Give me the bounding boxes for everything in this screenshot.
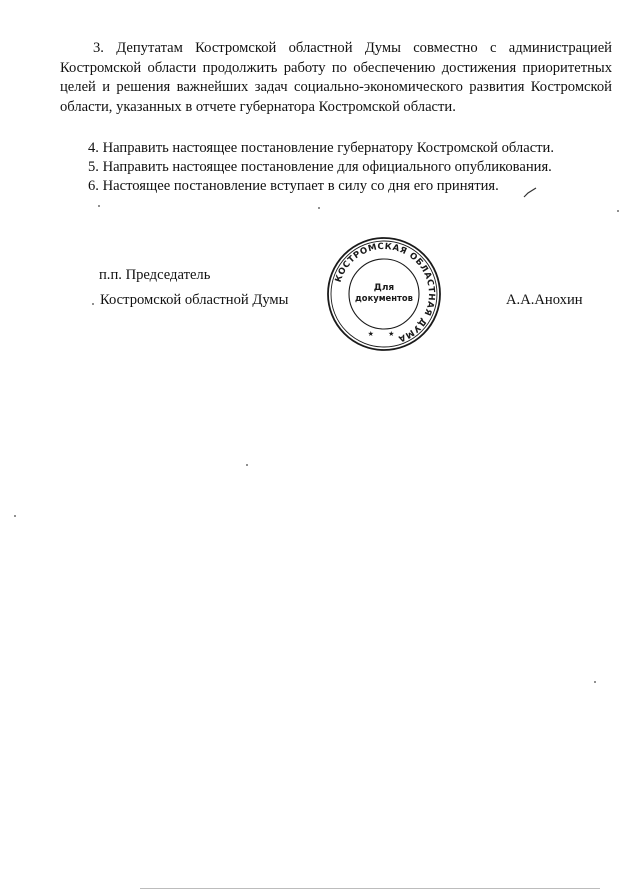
pen-mark: [522, 186, 538, 200]
scan-speck: [617, 210, 619, 212]
paragraph-6: 6. Настоящее постановление вступает в силу со дня его принятия.: [88, 178, 499, 194]
official-stamp: [326, 236, 442, 352]
scan-speck: [14, 515, 16, 517]
scan-speck: [246, 464, 248, 466]
stamp-ring-text: КОСТРОМСКАЯ ОБЛАСТНАЯ ДУМА: [333, 241, 437, 344]
scan-speck: [92, 303, 94, 305]
paragraph-4: 4. Направить настоящее постановление губернатору Костромской области.: [88, 140, 555, 156]
stamp-center-line-2: документов: [355, 293, 413, 303]
stamp-stars: ★ ★: [367, 330, 401, 338]
scan-speck: [594, 681, 596, 683]
scan-speck: [98, 205, 100, 207]
signatory-name: А.А.Анохин: [506, 292, 583, 308]
signatory-role-line-1: п.п. Председатель: [99, 267, 211, 283]
paragraph-3: 3. Депутатам Костромской областной Думы совместно с администрацией Костромской области продолжить работу по обеспечению достижения приоритетных целей и решения важнейших задач социально-экономического развития Костромской области, указанных в отчете губернатора Костромской области.: [60, 40, 612, 115]
scan-speck: [318, 207, 320, 209]
stamp-center-line-1: Для: [373, 283, 395, 293]
signatory-role-line-2: Костромской областной Думы: [100, 292, 289, 308]
paragraph-5: 5. Направить настоящее постановление для официального опубликования.: [88, 159, 552, 175]
scan-edge-line: [140, 888, 600, 889]
